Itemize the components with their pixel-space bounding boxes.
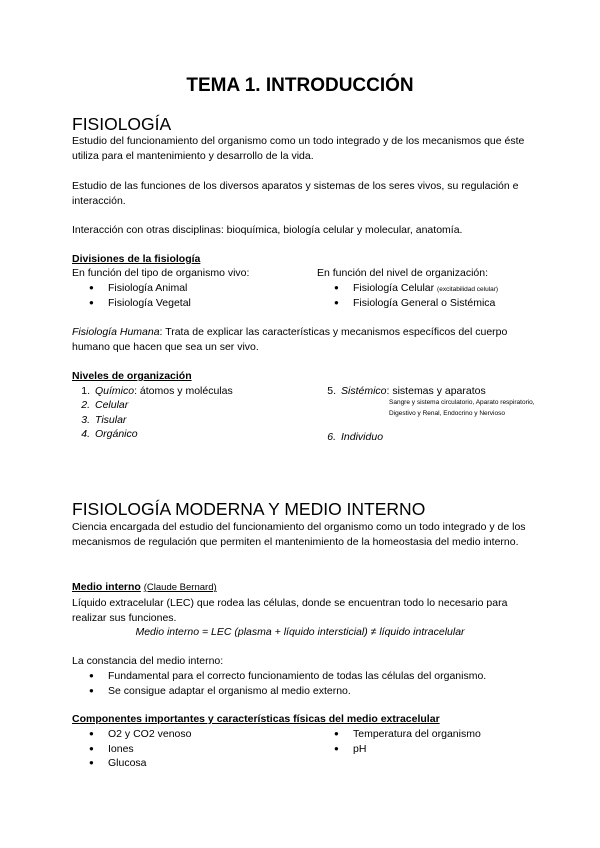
list-item: ● Fisiología General o Sistémica xyxy=(317,296,498,311)
list-item: ● Fisiología Animal xyxy=(72,281,191,296)
divisiones-right-list xyxy=(317,281,498,310)
list-item: ● Glucosa xyxy=(72,756,191,771)
nivel-rest: : sistemas y aparatos xyxy=(386,385,486,397)
list-item xyxy=(317,281,498,296)
list-item: ● Fisiología Vegetal xyxy=(72,296,191,311)
list-number: 5. xyxy=(327,385,336,397)
subheading-medio-interno xyxy=(72,580,217,596)
list-item-text: Fisiología Celular xyxy=(353,282,435,294)
list-number: 6. xyxy=(327,431,336,443)
list-item: ● Se consigue adaptar el organismo al medio externo. xyxy=(72,684,486,699)
nivel-item-5 xyxy=(318,384,486,399)
list-item-note: (excitabilidad celular) xyxy=(437,286,499,293)
list-item: ● pH xyxy=(317,742,481,757)
medio-interno-heading: Medio interno xyxy=(72,581,141,593)
subheading-divisiones: Divisiones de la fisiología xyxy=(72,253,201,265)
nivel-item-1 xyxy=(72,384,233,399)
nivel-item-3 xyxy=(72,413,126,428)
list-item: ● O2 y CO2 venoso xyxy=(72,727,191,742)
section-heading-fisiologia-moderna: FISIOLOGÍA MODERNA Y MEDIO INTERNO xyxy=(72,499,426,519)
constancia-list xyxy=(72,669,486,698)
componentes-left-list xyxy=(72,727,191,771)
divisiones-left-list xyxy=(72,281,191,310)
paragraph-definition: Estudio del funcionamiento del organismo como un todo integrado y de los mecanismos que éste utiliza para el mantenimiento y desarrollo de la vida. xyxy=(72,135,525,162)
document-title: TEMA 1. INTRODUCCIÓN xyxy=(186,75,414,96)
nivel-term: Orgánico xyxy=(95,428,138,440)
term-fisiologia-humana: Fisiología Humana xyxy=(72,326,160,338)
nivel-term: Químico xyxy=(95,385,135,397)
divisiones-right-label: En función del nivel de organización: xyxy=(317,267,489,279)
divisiones-left-label: En función del tipo de organismo vivo: xyxy=(72,267,250,279)
nivel-term: Celular xyxy=(95,399,129,411)
nivel-item-2 xyxy=(72,398,128,413)
nivel-term: Sistémico xyxy=(341,385,387,397)
paragraph-fisiologia-humana xyxy=(72,325,532,354)
nivel-item-6 xyxy=(318,430,383,445)
nivel-item-5-note: Sangre y sistema circulatorio, Aparato respiratorio, Digestivo y Renal, Endocrino y Nervioso xyxy=(389,399,535,417)
list-number: 2. xyxy=(81,399,90,411)
componentes-right-list xyxy=(317,727,481,756)
constancia-label: La constancia del medio interno: xyxy=(72,655,224,667)
list-number: 1. xyxy=(81,385,90,397)
list-item: ● Iones xyxy=(72,742,191,757)
section-heading-fisiologia: FISIOLOGÍA xyxy=(72,114,172,134)
list-item: ● Fundamental para el correcto funcionamiento de todas las células del organismo. xyxy=(72,669,486,684)
list-item: ● Temperatura del organismo xyxy=(317,727,481,742)
subheading-niveles: Niveles de organización xyxy=(72,370,192,382)
list-number: 4. xyxy=(81,428,90,440)
paragraph-medio-interno: Líquido extracelular (LEC) que rodea las células, donde se encuentran todo lo necesario para realizar sus funciones. xyxy=(72,597,508,624)
nivel-rest: : átomos y moléculas xyxy=(134,385,233,397)
paragraph-disciplines: Interacción con otras disciplinas: bioquímica, biología celular y molecular, anatomía. xyxy=(72,224,463,236)
list-number: 3. xyxy=(81,414,90,426)
formula-medio-interno: Medio interno = LEC (plasma + líquido intersticial) ≠ líquido intracelular xyxy=(135,626,465,638)
paragraph-fisiologia-moderna: Ciencia encargada del estudio del funcionamiento del organismo como un todo integrado y de los mecanismos de regulación que permiten el mantenimiento de la homeostasia del medio interno. xyxy=(72,521,526,548)
nivel-term: Tisular xyxy=(95,414,127,426)
nivel-item-4 xyxy=(72,427,138,442)
paragraph-functions: Estudio de las funciones de los diversos aparatos y sistemas de los seres vivos, su regulación e interacción. xyxy=(72,180,519,207)
subheading-componentes: Componentes importantes y características físicas del medio extracelular xyxy=(72,713,440,725)
medio-interno-author: (Claude Bernard) xyxy=(143,582,217,593)
nivel-term: Individuo xyxy=(341,431,384,443)
fisiologia-humana-text: : Trata de explicar las características y mecanismos específicos del cuerpo humano que hacen que sea un ser vivo. xyxy=(72,326,508,353)
